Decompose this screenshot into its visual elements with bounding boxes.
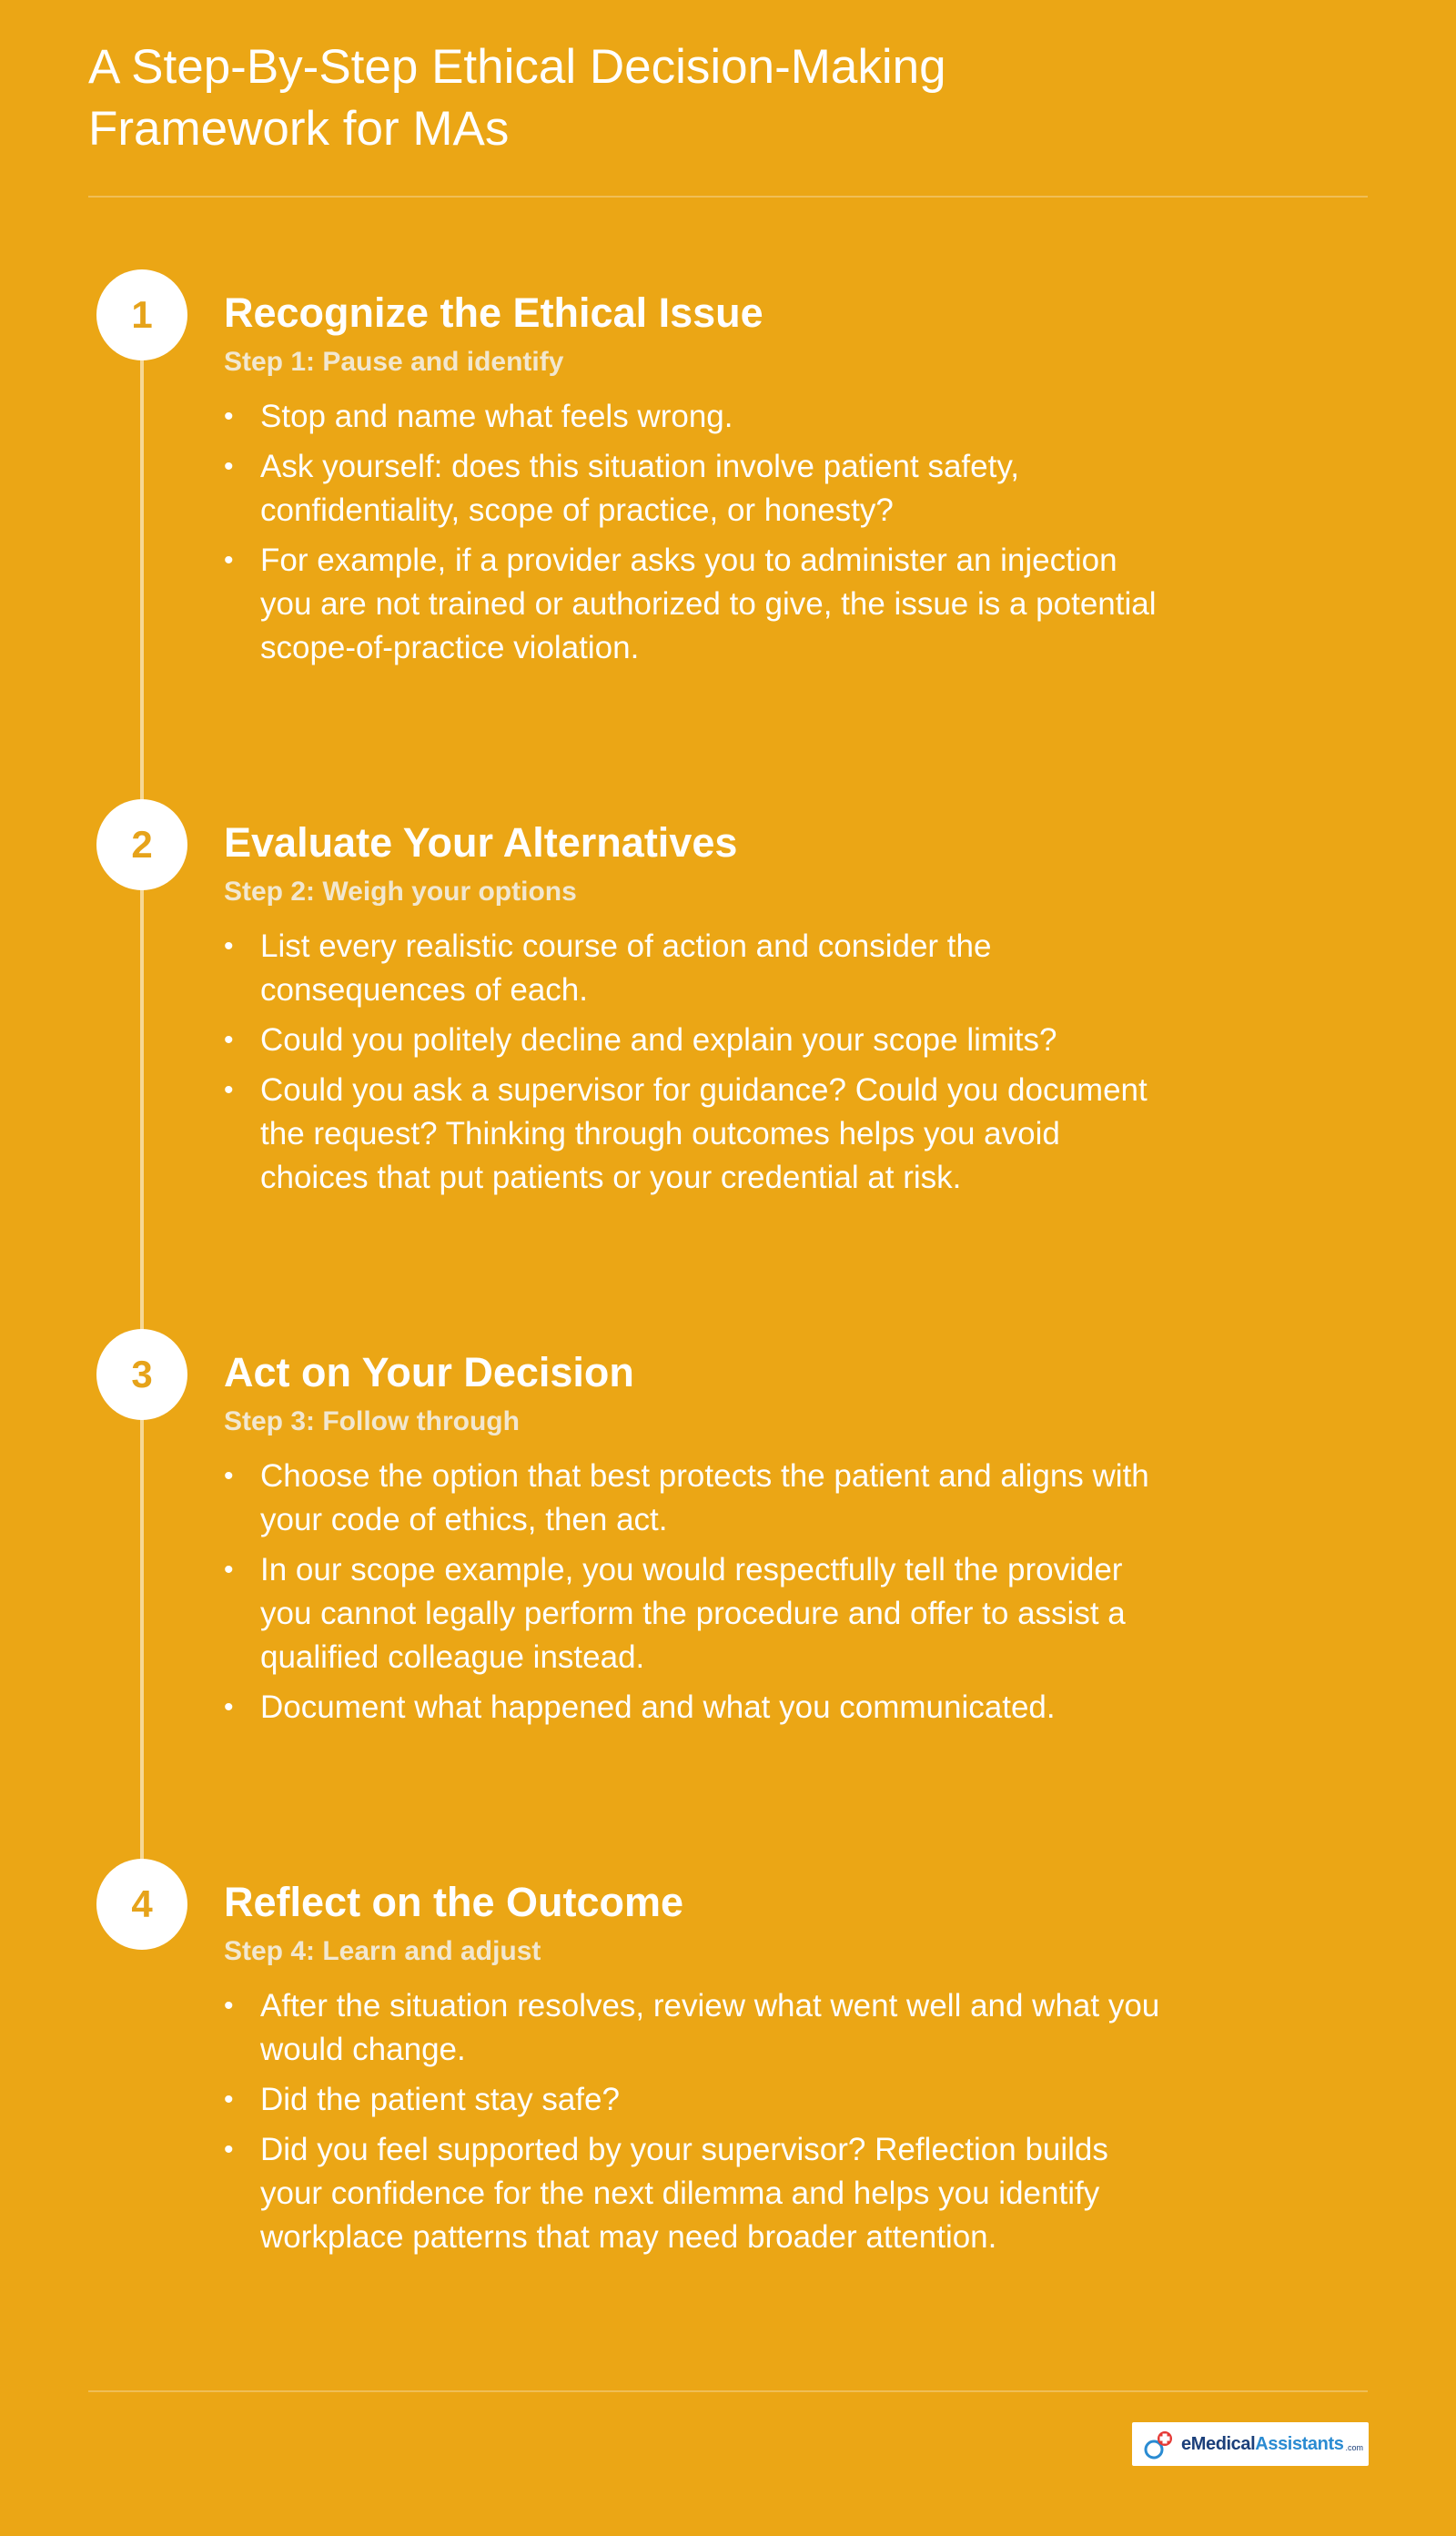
page-title: A Step-By-Step Ethical Decision-Making Framework for MAs	[88, 40, 946, 156]
step-heading: Reflect on the Outcome	[224, 1879, 684, 1925]
bullet-item: • In our scope example, you would respectfully tell the provider you cannot legally perform the procedure and offer to assist a qualified colleague instead.	[224, 1548, 1161, 1679]
brand-logo-link[interactable]	[1132, 2422, 1369, 2466]
bullet-item: • Did you feel supported by your supervisor? Reflection builds your confidence for the next dilemma and helps you identify workplace patterns that may need broader attention.	[224, 2128, 1161, 2259]
step-number-badge: 1	[96, 269, 187, 360]
step-heading: Evaluate Your Alternatives	[224, 819, 738, 866]
step-number-badge: 4	[96, 1859, 187, 1950]
bullet-item: • Stop and name what feels wrong.	[224, 395, 1161, 439]
bullet-item: • Could you ask a supervisor for guidance? Could you document the request? Thinking through outcomes helps you avoid choices that put patients or your credential at risk.	[224, 1069, 1161, 1200]
step-heading: Recognize the Ethical Issue	[224, 289, 763, 336]
bullet-item: • List every realistic course of action and consider the consequences of each.	[224, 925, 1161, 1012]
medical-cross-logo-icon	[1141, 2426, 1178, 2462]
step-subheading: Step 1: Pause and identify	[224, 347, 564, 377]
header-divider	[88, 196, 1368, 198]
bullet-item: • Choose the option that best protects the patient and aligns with your code of ethics, then act.	[224, 1455, 1161, 1542]
bullet-item: • Could you politely decline and explain your scope limits?	[224, 1019, 1161, 1062]
step-bullet-list	[224, 1984, 1161, 2266]
bullet-item: • Ask yourself: does this situation involve patient safety, confidentiality, scope of practice, or honesty?	[224, 445, 1161, 533]
step-bullet-list	[224, 395, 1161, 676]
bullet-item: • Document what happened and what you communicated.	[224, 1686, 1161, 1730]
step-number-badge: 3	[96, 1329, 187, 1420]
timeline-line	[140, 315, 144, 1899]
step-subheading: Step 2: Weigh your options	[224, 877, 577, 907]
bullet-item: • For example, if a provider asks you to administer an injection you are not trained or authorized to give, the issue is a potential scope-of-practice violation.	[224, 539, 1161, 670]
step-bullet-list	[224, 925, 1161, 1206]
brand-logo-text: eMedicalAssistants	[1181, 2433, 1344, 2454]
step-number-badge: 2	[96, 799, 187, 890]
step-subheading: Step 4: Learn and adjust	[224, 1936, 541, 1966]
footer-divider	[88, 2390, 1368, 2392]
brand-logo-suffix: .com	[1345, 2443, 1363, 2452]
step-heading: Act on Your Decision	[224, 1349, 634, 1395]
bullet-item: • Did the patient stay safe?	[224, 2078, 1161, 2122]
step-bullet-list	[224, 1455, 1161, 1736]
bullet-item: • After the situation resolves, review what went well and what you would change.	[224, 1984, 1161, 2072]
step-subheading: Step 3: Follow through	[224, 1406, 520, 1436]
